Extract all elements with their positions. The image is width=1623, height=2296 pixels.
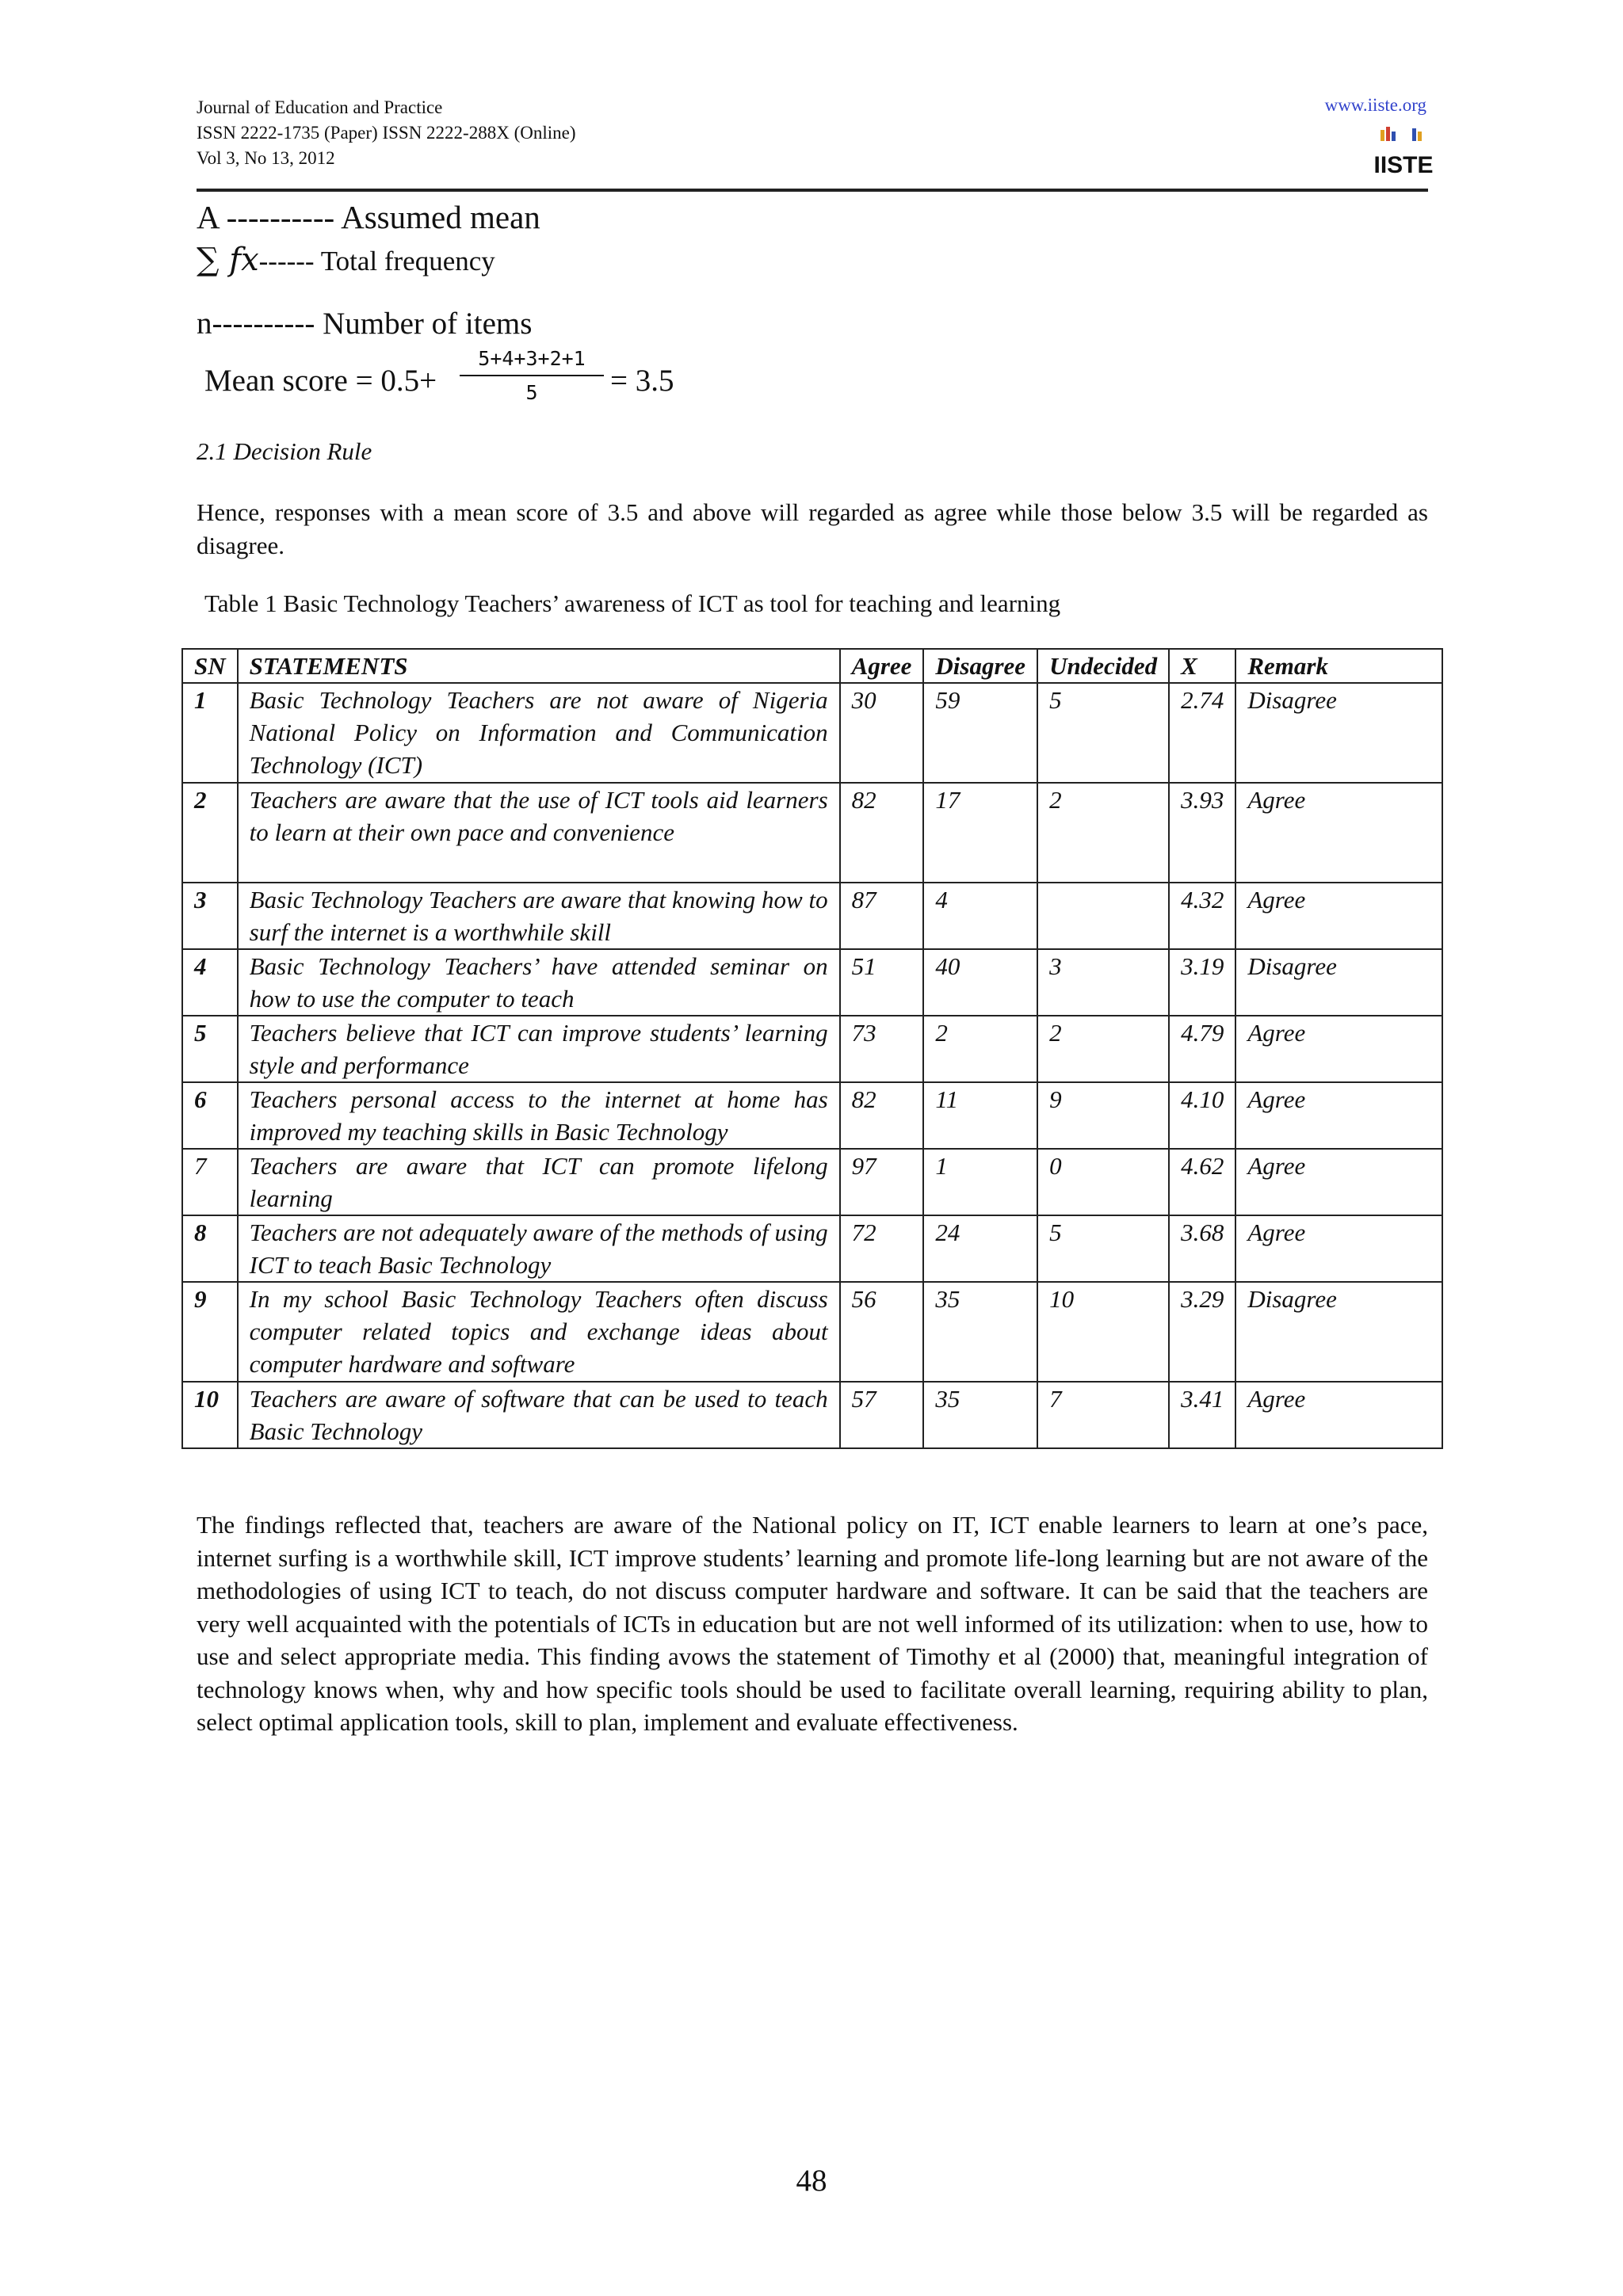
cell-remark: Agree (1235, 1215, 1442, 1282)
cell-x: 3.19 (1169, 949, 1235, 1016)
decision-rule-paragraph: Hence, responses with a mean score of 3.5 and above will regarded as agree while those below 3.5 will be regarded as disagree. (197, 498, 1428, 559)
cell-remark: Agree (1235, 1382, 1442, 1448)
table-row (182, 883, 1442, 949)
cell-agree: 87 (840, 883, 924, 949)
cell-sn: 7 (182, 1149, 238, 1215)
cell-undecided: 2 (1037, 783, 1169, 883)
journal-url-link[interactable]: www.iiste.org (1324, 95, 1426, 115)
svg-text:IISTE: IISTE (1373, 152, 1434, 178)
cell-x: 3.93 (1169, 783, 1235, 883)
cell-remark: Agree (1235, 1016, 1442, 1082)
journal-header (197, 95, 576, 171)
cell-sn: 4 (182, 949, 238, 1016)
cell-undecided: 5 (1037, 1215, 1169, 1282)
cell-disagree: 35 (923, 1382, 1037, 1448)
mean-score-label: Mean score = 0.5+ (204, 364, 437, 398)
cell-sn: 9 (182, 1282, 238, 1382)
table-row (182, 783, 1442, 883)
cell-remark: Agree (1235, 1149, 1442, 1215)
cell-statement: Teachers personal access to the internet at home has improved my teaching skills in Basic Technology (238, 1082, 840, 1149)
cell-agree: 57 (840, 1382, 924, 1448)
cell-undecided: 3 (1037, 949, 1169, 1016)
cell-x: 4.10 (1169, 1082, 1235, 1149)
col-header-x: X (1169, 649, 1235, 683)
cell-sn: 2 (182, 783, 238, 883)
fraction (460, 347, 604, 404)
cell-agree: 73 (840, 1016, 924, 1082)
cell-statement: Teachers are not adequately aware of the methods of using ICT to teach Basic Technology (238, 1215, 840, 1282)
journal-issn: ISSN 2222-1735 (Paper) ISSN 2222-288X (Online) (197, 123, 576, 143)
table-row (182, 1282, 1442, 1382)
table-header-row (182, 649, 1442, 683)
cell-agree: 51 (840, 949, 924, 1016)
journal-name: Journal of Education and Practice (197, 97, 443, 117)
cell-sn: 10 (182, 1382, 238, 1448)
cell-sn: 1 (182, 683, 238, 783)
cell-statement: Basic Technology Teachers’ have attended seminar on how to use the computer to teach (238, 949, 840, 1016)
cell-agree: 82 (840, 1082, 924, 1149)
cell-agree: 30 (840, 683, 924, 783)
cell-statement: Basic Technology Teachers are not aware of Nigeria National Policy on Information and Communication Technology (ICT) (238, 683, 840, 783)
table-row (182, 1082, 1442, 1149)
cell-undecided: 9 (1037, 1082, 1169, 1149)
header-rule (197, 189, 1428, 192)
cell-remark: Agree (1235, 783, 1442, 883)
cell-remark: Agree (1235, 883, 1442, 949)
cell-disagree: 35 (923, 1282, 1037, 1382)
mean-score-result: = 3.5 (610, 364, 674, 398)
total-frequency-definition (197, 242, 495, 278)
cell-disagree: 40 (923, 949, 1037, 1016)
table-row (182, 683, 1442, 783)
journal-volume: Vol 3, No 13, 2012 (197, 148, 335, 168)
cell-x: 4.79 (1169, 1016, 1235, 1082)
fraction-numerator: 5+4+3+2+1 (460, 347, 604, 376)
col-header-remark: Remark (1235, 649, 1442, 683)
cell-disagree: 11 (923, 1082, 1037, 1149)
cell-x: 3.68 (1169, 1215, 1235, 1282)
cell-statement: Teachers are aware of software that can be used to teach Basic Technology (238, 1382, 840, 1448)
cell-agree: 56 (840, 1282, 924, 1382)
cell-undecided: 2 (1037, 1016, 1169, 1082)
page-number: 48 (796, 2164, 827, 2198)
cell-statement: Teachers are aware that the use of ICT tools aid learners to learn at their own pace and convenience (238, 783, 840, 883)
table-row (182, 949, 1442, 1016)
cell-agree: 72 (840, 1215, 924, 1282)
assumed-mean-definition: A ---------- Assumed mean (197, 199, 540, 235)
iiste-logo (1373, 125, 1434, 181)
cell-x: 3.29 (1169, 1282, 1235, 1382)
table-row (182, 1149, 1442, 1215)
cell-agree: 82 (840, 783, 924, 883)
number-of-items-definition: n---------- Number of items (197, 307, 533, 341)
cell-sn: 3 (182, 883, 238, 949)
cell-remark: Disagree (1235, 1282, 1442, 1382)
table-row (182, 1215, 1442, 1282)
col-header-agree: Agree (840, 649, 924, 683)
cell-sn: 6 (182, 1082, 238, 1149)
cell-statement: In my school Basic Technology Teachers often discuss computer related topics and exchange ideas about computer hardware and software (238, 1282, 840, 1382)
cell-undecided: 0 (1037, 1149, 1169, 1215)
fraction-denominator: 5 (525, 381, 538, 404)
cell-disagree: 24 (923, 1215, 1037, 1282)
cell-disagree: 1 (923, 1149, 1037, 1215)
table-caption: Table 1 Basic Technology Teachers’ awareness of ICT as tool for teaching and learning (204, 589, 1061, 617)
cell-undecided (1037, 883, 1169, 949)
cell-x: 2.74 (1169, 683, 1235, 783)
section-heading: 2.1 Decision Rule (197, 437, 372, 465)
table-row (182, 1016, 1442, 1082)
col-header-statements: STATEMENTS (238, 649, 840, 683)
cell-x: 3.41 (1169, 1382, 1235, 1448)
cell-x: 4.62 (1169, 1149, 1235, 1215)
cell-statement: Teachers are aware that ICT can promote lifelong learning (238, 1149, 840, 1215)
col-header-undecided: Undecided (1037, 649, 1169, 683)
cell-remark: Disagree (1235, 683, 1442, 783)
cell-disagree: 2 (923, 1016, 1037, 1082)
cell-sn: 8 (182, 1215, 238, 1282)
col-header-sn: SN (182, 649, 238, 683)
table-row (182, 1382, 1442, 1448)
awareness-table (181, 648, 1443, 1449)
sum-fx-symbol: ∑ fx (197, 242, 259, 278)
cell-undecided: 10 (1037, 1282, 1169, 1382)
total-frequency-text: ------ Total frequency (258, 246, 495, 277)
cell-disagree: 59 (923, 683, 1037, 783)
cell-agree: 97 (840, 1149, 924, 1215)
cell-undecided: 5 (1037, 683, 1169, 783)
cell-undecided: 7 (1037, 1382, 1169, 1448)
cell-statement: Basic Technology Teachers are aware that knowing how to surf the internet is a worthwhile skill (238, 883, 840, 949)
cell-remark: Disagree (1235, 949, 1442, 1016)
cell-statement: Teachers believe that ICT can improve students’ learning style and performance (238, 1016, 840, 1082)
cell-disagree: 17 (923, 783, 1037, 883)
col-header-disagree: Disagree (923, 649, 1037, 683)
cell-sn: 5 (182, 1016, 238, 1082)
findings-paragraph: The findings reflected that, teachers are aware of the National policy on IT, ICT enable learners to learn at one’s pace, internet surfing is a worthwhile skill, ICT improve students’ learning and promote life-long learning but are not aware of the methodologies of using ICT to teach, do not discuss computer hardware and software. It can be said that the teachers are very well acquainted with the potentials of ICTs in education but are not well informed of its utilization: when to use, how to use and select appropriate media. This finding avows the statement of Timothy et al (2000) that, meaningful integration of technology knows when, why and how specific tools should be used to facilitate overall learning, requiring ability to plan, select optimal application tools, skill to plan, implement and evaluate effectiveness. (197, 1511, 1428, 1736)
cell-disagree: 4 (923, 883, 1037, 949)
cell-remark: Agree (1235, 1082, 1442, 1149)
cell-x: 4.32 (1169, 883, 1235, 949)
